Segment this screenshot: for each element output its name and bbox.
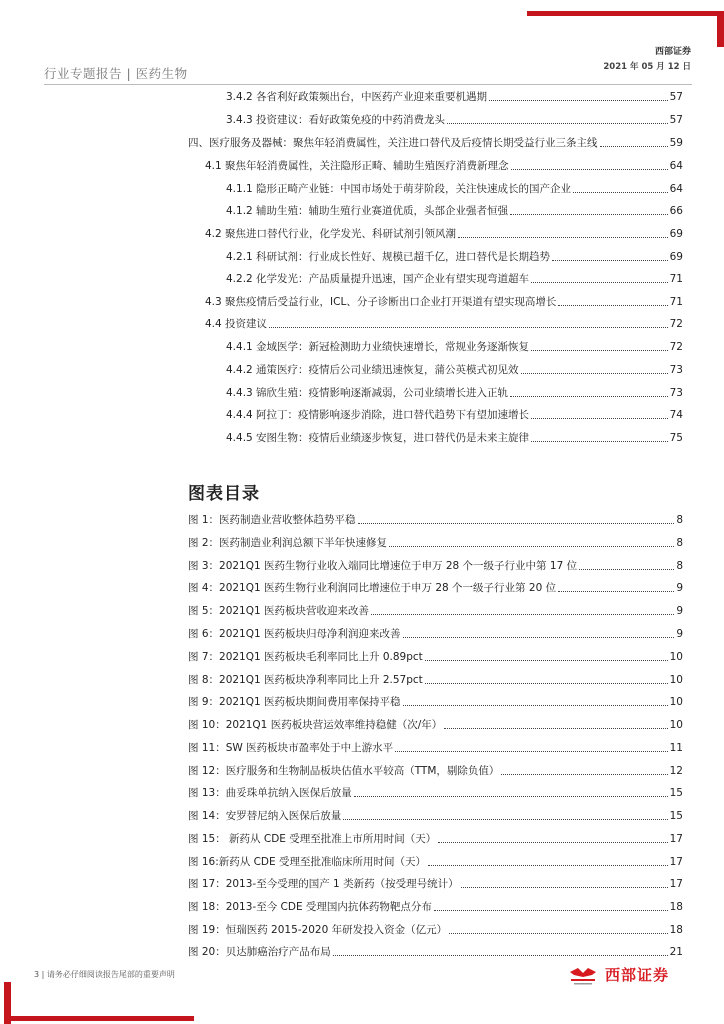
figure-entry-text: 图 20：贝达肺癌治疗产品布局 <box>188 946 331 958</box>
toc-entry-page: 72 <box>669 318 683 330</box>
figure-entry-text: 图 4：2021Q1 医药生物行业利润同比增速位于申万 28 个一级子行业第 20 位 <box>188 582 557 594</box>
figure-entry-text: 图 17：2013-至今受理的国产 1 类新药（按受理号统计） <box>188 878 459 890</box>
leader-dots <box>552 259 668 261</box>
toc-entry-page: 72 <box>669 341 683 353</box>
figure-entry-page: 15 <box>669 787 683 799</box>
figure-entry-page: 15 <box>669 810 683 822</box>
toc-entry-text: 四、医疗服务及器械：聚焦年轻消费属性，关注进口替代及后疫情长期受益行业三条主线 <box>188 137 598 149</box>
toc-entry[interactable] <box>205 294 683 309</box>
toc-entry-text: 4.1.1 隐形正畸产业链：中国市场处于萌芽阶段，关注快速成长的国产企业 <box>226 183 572 195</box>
toc-entry-page: 57 <box>669 114 683 126</box>
figure-entry[interactable] <box>188 626 683 641</box>
corner-decoration-bottom <box>4 1016 194 1021</box>
leader-dots <box>333 954 668 956</box>
header-divider <box>44 84 692 85</box>
leader-dots <box>461 886 668 888</box>
toc-entry-page: 74 <box>669 409 683 421</box>
corner-decoration-top <box>527 11 724 16</box>
leader-dots <box>579 568 674 570</box>
toc-entry-page: 59 <box>669 137 683 149</box>
figure-entry-page: 10 <box>669 696 683 708</box>
figure-entry-text: 图 14：安罗替尼纳入医保后放量 <box>188 810 342 822</box>
figure-entry-page: 9 <box>676 628 683 640</box>
leader-dots <box>403 704 668 706</box>
header-date: 2021 年 05 月 12 日 <box>603 62 691 72</box>
figure-entry-text: 图 12：医疗服务和生物制品板块估值水平较高（TTM，剔除负值） <box>188 765 500 777</box>
leader-dots <box>531 349 668 351</box>
figure-entry[interactable] <box>188 944 683 959</box>
toc-entry[interactable] <box>205 226 683 241</box>
toc-entry[interactable] <box>188 135 683 150</box>
toc-entry-page: 64 <box>669 160 683 172</box>
figure-entry-page: 18 <box>669 924 683 936</box>
leader-dots <box>447 122 668 124</box>
figure-entry[interactable] <box>188 740 683 755</box>
figure-entry-page: 17 <box>669 856 683 868</box>
figure-entry-page: 11 <box>669 742 683 754</box>
figure-entry-text: 图 5：2021Q1 医药板块营收迎来改善 <box>188 605 370 617</box>
figure-entry[interactable] <box>188 854 683 869</box>
leader-dots <box>425 682 668 684</box>
toc-entry[interactable] <box>226 89 683 104</box>
corner-decoration-top-vertical <box>717 11 724 47</box>
footer-disclaimer-text: 请务必仔细阅读报告尾部的重要声明 <box>46 970 175 979</box>
toc-entry-text: 4.4.1 金域医学：新冠检测助力业绩快速增长，常规业务逐渐恢复 <box>226 341 530 353</box>
leader-dots <box>354 795 668 797</box>
toc-entry[interactable] <box>226 385 683 400</box>
leader-dots <box>434 909 668 911</box>
figure-entry[interactable] <box>188 558 683 573</box>
footer-page-number: 3 <box>34 970 40 979</box>
figure-entry-page: 8 <box>676 560 683 572</box>
figure-entry-text: 图 6：2021Q1 医药板块归母净利润迎来改善 <box>188 628 401 640</box>
figure-entry[interactable] <box>188 717 683 732</box>
toc-entry[interactable] <box>226 430 683 445</box>
figure-entry[interactable] <box>188 808 683 823</box>
toc-entry[interactable] <box>226 271 683 286</box>
toc-entry[interactable] <box>205 158 683 173</box>
figure-entry-text: 图 8：2021Q1 医药板块净利率同比上升 2.57pct <box>188 674 423 686</box>
leader-dots <box>428 864 668 866</box>
toc-entry[interactable] <box>226 112 683 127</box>
leader-dots <box>458 236 668 238</box>
leader-dots <box>511 168 668 170</box>
toc-entry-page: 69 <box>669 251 683 263</box>
figure-entry[interactable] <box>188 603 683 618</box>
toc-entry-page: 73 <box>669 387 683 399</box>
leader-dots <box>558 304 667 306</box>
figure-entry[interactable] <box>188 876 683 891</box>
toc-entry-text: 4.4.4 阿拉丁：疫情影响逐步消除，进口替代趋势下有望加速增长 <box>226 409 530 421</box>
toc-entry-page: 57 <box>669 91 683 103</box>
header-brand: 西部证券 <box>654 47 691 57</box>
figure-entry[interactable] <box>188 672 683 687</box>
toc-entry[interactable] <box>226 407 683 422</box>
figure-entry-text: 图 18：2013-至今 CDE 受理国内抗体药物靶点分布 <box>188 901 432 913</box>
leader-dots <box>343 818 667 820</box>
figure-entry-text: 图 7：2021Q1 医药板块毛利率同比上升 0.89pct <box>188 651 423 663</box>
figure-entry-text: 图 15： 新药从 CDE 受理至批准上市所用时间（天） <box>188 833 437 845</box>
figure-entry[interactable] <box>188 580 683 595</box>
figure-entry-text: 图 11：SW 医药板块市盈率处于中上游水平 <box>188 742 394 754</box>
footer-separator: | <box>41 970 47 979</box>
toc-entry[interactable] <box>205 316 683 331</box>
figure-entry[interactable] <box>188 922 683 937</box>
leader-dots <box>425 659 668 661</box>
leader-dots <box>444 727 667 729</box>
leader-dots <box>389 545 674 547</box>
toc-entry-text: 4.4.5 安图生物：疫情后业绩逐步恢复，进口替代仍是未来主旋律 <box>226 432 530 444</box>
leader-dots <box>573 191 668 193</box>
figure-entry-page: 10 <box>669 719 683 731</box>
figure-entry-page: 8 <box>676 514 683 526</box>
toc-entry-text: 4.2.1 科研试剂：行业成长性好、规模已超千亿，进口替代是长期趋势 <box>226 251 551 263</box>
leader-dots <box>531 417 668 419</box>
footer-disclaimer <box>34 969 175 980</box>
leader-dots <box>489 99 668 101</box>
figure-entry-text: 图 2：医药制造业利润总额下半年快速修复 <box>188 537 388 549</box>
figure-entry-page: 10 <box>669 651 683 663</box>
toc-entry-page: 73 <box>669 364 683 376</box>
toc-entry-page: 66 <box>669 205 683 217</box>
figure-entry-text: 图 10：2021Q1 医药板块营运效率维持稳健（次/年） <box>188 719 443 731</box>
figure-entry-text: 图 3：2021Q1 医药生物行业收入端同比增速位于申万 28 个一级子行业中第 17 位 <box>188 560 578 572</box>
figure-entry-page: 12 <box>669 765 683 777</box>
toc-entry-text: 3.4.3 投资建议：看好政策免疫的中药消费龙头 <box>226 114 446 126</box>
figures-section-title: 图表目录 <box>188 484 260 504</box>
figure-entry[interactable] <box>188 785 683 800</box>
leader-dots <box>558 590 674 592</box>
figure-entry-page: 8 <box>676 537 683 549</box>
leader-dots <box>531 281 668 283</box>
toc-entry[interactable] <box>226 249 683 264</box>
toc-entry-page: 75 <box>669 432 683 444</box>
figure-entry-page: 9 <box>676 605 683 617</box>
figure-entry-text: 图 13：曲妥珠单抗纳入医保后放量 <box>188 787 352 799</box>
company-logo-icon <box>568 964 598 986</box>
toc-entry-text: 4.4 投资建议 <box>205 318 268 330</box>
figure-entry[interactable] <box>188 899 683 914</box>
toc-entry-text: 4.2.2 化学发光：产品质量提升迅速，国产企业有望实现弯道超车 <box>226 273 530 285</box>
leader-dots <box>449 932 668 934</box>
leader-dots <box>371 613 674 615</box>
figure-entry-page: 18 <box>669 901 683 913</box>
leader-dots <box>531 440 668 442</box>
leader-dots <box>510 395 668 397</box>
figure-entry[interactable] <box>188 512 683 527</box>
leader-dots <box>358 522 675 524</box>
figure-entry-text: 图 16:新药从 CDE 受理至批准临床所用时间（天） <box>188 856 426 868</box>
figure-entry-page: 21 <box>669 946 683 958</box>
toc-entry-text: 4.4.3 锦欣生殖：疫情影响逐渐减弱，公司业绩增长进入正轨 <box>226 387 509 399</box>
figure-entry-page: 17 <box>669 833 683 845</box>
figure-entry-page: 17 <box>669 878 683 890</box>
figure-entry-page: 10 <box>669 674 683 686</box>
figure-entry-page: 9 <box>676 582 683 594</box>
header-title: 行业专题报告 | 医药生物 <box>44 66 188 81</box>
leader-dots <box>395 750 668 752</box>
toc-entry[interactable] <box>226 362 683 377</box>
leader-dots <box>438 841 667 843</box>
leader-dots <box>501 773 667 775</box>
figure-entry[interactable] <box>188 535 683 550</box>
toc-entry-text: 4.1.2 辅助生殖：辅助生殖行业赛道优质，头部企业强者恒强 <box>226 205 509 217</box>
figure-entry[interactable] <box>188 831 683 846</box>
leader-dots <box>269 326 668 328</box>
figure-entry[interactable] <box>188 763 683 778</box>
leader-dots <box>510 213 668 215</box>
figure-entry-text: 图 19：恒瑞医药 2015-2020 年研发投入资金（亿元） <box>188 924 448 936</box>
toc-entry-page: 71 <box>669 273 683 285</box>
toc-entry-text: 3.4.2 各省利好政策频出台，中医药产业迎来重要机遇期 <box>226 91 488 103</box>
figure-entry[interactable] <box>188 649 683 664</box>
toc-entry[interactable] <box>226 339 683 354</box>
toc-entry-page: 71 <box>669 296 683 308</box>
toc-entry-text: 4.2 聚焦进口替代行业，化学发光、科研试剂引领风潮 <box>205 228 457 240</box>
figure-entry-text: 图 1：医药制造业营收整体趋势平稳 <box>188 514 356 526</box>
toc-entry-page: 69 <box>669 228 683 240</box>
toc-entry[interactable] <box>226 181 683 196</box>
toc-entry-text: 4.4.2 通策医疗：疫情后公司业绩迅速恢复，蒲公英模式初见效 <box>226 364 519 376</box>
toc-entry-page: 64 <box>669 183 683 195</box>
toc-entry[interactable] <box>226 203 683 218</box>
leader-dots <box>600 145 668 147</box>
toc-entry-text: 4.1 聚焦年轻消费属性，关注隐形正畸、辅助生殖医疗消费新理念 <box>205 160 509 172</box>
leader-dots <box>403 636 675 638</box>
figure-entry[interactable] <box>188 694 683 709</box>
figure-entry-text: 图 9：2021Q1 医药板块期间费用率保持平稳 <box>188 696 401 708</box>
toc-entry-text: 4.3 聚焦疫情后受益行业，ICL、分子诊断出口企业打开渠道有望实现高增长 <box>205 296 557 308</box>
leader-dots <box>521 372 668 374</box>
footer-brand: 西部证券 <box>605 966 670 984</box>
